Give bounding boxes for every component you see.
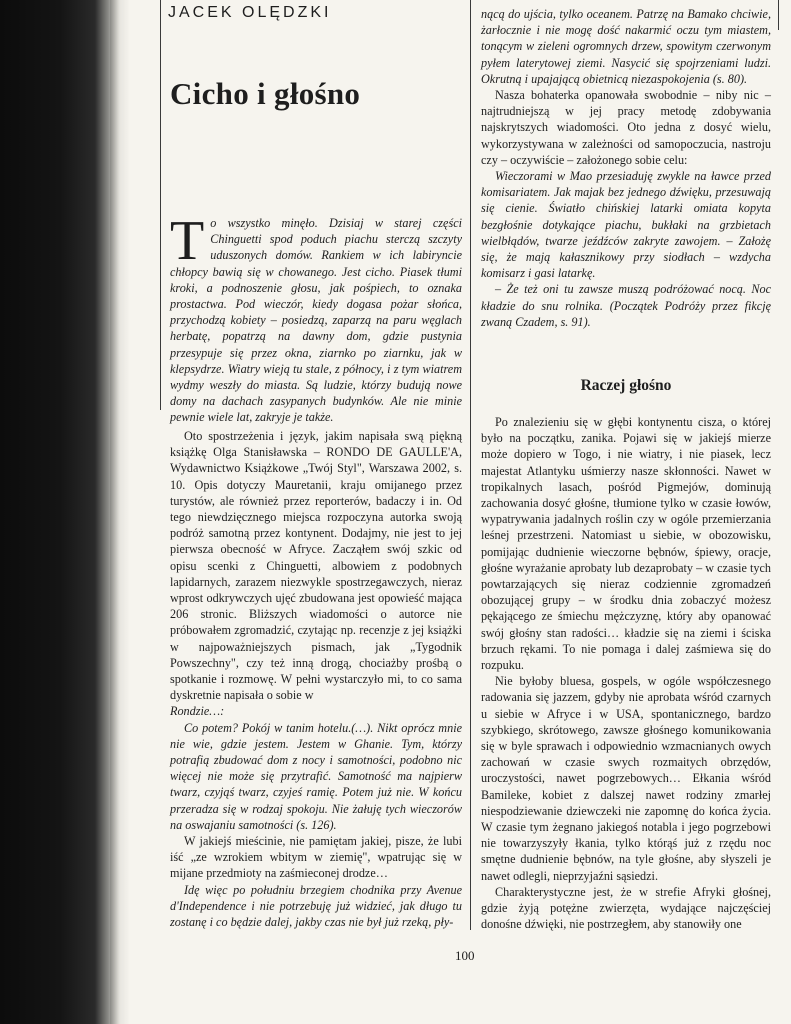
- paragraph: Po znalezieniu się w głębi kontynentu cisza, o której było na początku, zanika. Pojawi się w jakiejś mierze może dopiero w Togo, i nie wiatry, i nie piasek, lecz majestat Atlantyku uśmierzy nasze skłonności. Nawet w tropikalnych lasach, pośród Pigmejów, dominują zachowania dosyć głośne, tłumione tylko w czasie łowów, wypatrywania jadalnych roślin czy w ogóle przemierzania leśnej przestrzeni. Natomiast u siebie, w obozowisku, pomijając dudnienie wieczorne bębnów, śpiewy, oracje, głośne wyrażanie aprobaty lub dezaprobaty – w czasie tych powtarzających się nieraz codziennie zgromadzeń obozującej grupy – w środku dnia zobaczyć możesz pękającego ze śmiechu mężczyznę, który aby opanować swój głośny stan radości… kładzie się na ziemi i ściska brzuch rękami. To nie pomaga i dalej zaśmiewa się do rozpuku.: [481, 415, 771, 673]
- paragraph: Oto spostrzeżenia i język, jakim napisała swą piękną książkę Olga Stanisławska – RONDO DE GAULLE'A, Wydawnictwo Książkowe „Twój Styl", Warszawa 2002, s. 10. Opis dotyczy Mauretanii, kraju omijanego przez turystów, ale również przez reporterów, badaczy i in. Od tego niewdzięcznego miejsca rozpoczyna autorka swoją podróż samotną przez kontynent. Dodajmy, nie jest to jej pierwsza obecność w Afryce. Zacząłem swój szkic od opisu scenki z Chinguetti, albowiem z podobnych lapidarnych, zarazem niezwykle spostrzegawczych, nieraz wprost odkrywczych ujęć zbudowana jest opowieść mająca 206 stronic. Bliższych wiadomości o autorce nie próbowałem zgromadzić, czytając np. recenzje z jej książki w najpoważniejszych pismach, jak „Tygodnik Powszechny", czy też inną drogą, chociażby prośbą o spotkanie i rozmowę. W pełni wystarczyło mi, to co sama dyskretnie napisała o sobie w: [170, 429, 462, 703]
- left-column-rule: [160, 0, 161, 410]
- paragraph: Nie byłoby bluesa, gospels, w ogóle współczesnego radowania się jazzem, gdyby nie aprobata wśród czarnych u siebie w Afryce i w USA, spontanicznego, bardzo szybkiego, skrótowego, zawsze głośnego komunikowania się w byle sprawach i odpowiednio wzmacnianych owych zachowań w czasie swych rozmaitych obrzędów, uroczystości, nawet pogrzebowych… Ełkania wśród Bamileke, kobiet z dalszej nawet rodziny zmarłej niespodziewanie dziewczeki nie zapomnę do końca życia. W czasie tym żegnano jakiegoś notabla i jego pogrzebowi nie towarzyszyły łkania, tylko którąś już z rzędu noc smętne dudnienie bębnów, na tyle głośne, aby słyszeli je nawet odlegli, nieprzyjaźni sąsiedzi.: [481, 674, 771, 883]
- intro-text: o wszystko minęło. Dzisiaj w starej części Chinguetti spod poduch piachu sterczą szczyty uduszonych domów. Rankiem w ich labiryncie chłopcy bawią się w chowanego. Jest cicho. Piasek tłumi kroki, a podnoszenie głosu, jak pośpiech, to oznaka prostactwa. Pod wieczór, kiedy dogasa pożar słońca, przychodzą kobiety – posiedzą, zaparzą na paru węglach herbatę, popatrzą na dawny dom, gdzie pustynia przesypuje się przez okna, ziarnko po ziarnku, jak w klepsydrze. Wiatry wieją tu stale, z północy, i z tym wiatrem wydmy weszły do miasta. Są ludzie, którzy budują nowe domy na dachach zasypanych budynków. Ale nie minie pewnie wiele lat, zakryje je także.: [170, 216, 462, 425]
- quote-paragraph: – Że też oni tu zawsze muszą podróżować nocą. Noc kładzie do snu rolnika. (Początek Podróży przez fikcję zwaną Czadem, s. 91).: [481, 282, 771, 329]
- author-name: JACEK OLĘDZKI: [168, 4, 332, 21]
- paragraph: Nasza bohaterka opanowała swobodnie – niby nic – najtrudniejszą w jej pracy metodę zdobywania najskrytszych wiadomości. Oto jedna z dosyć wielu, wykorzystywana w zależności od samopoczucia, nastroju czy – oczywiście – założonego sobie celu:: [481, 88, 771, 167]
- page-gutter-shadow: [110, 0, 130, 1024]
- drop-cap: T: [170, 210, 205, 272]
- right-margin-rule: [778, 0, 779, 30]
- right-column-bottom: [481, 414, 771, 933]
- scan-dark-edge: [0, 0, 120, 1024]
- paragraph: W jakiejś mieścinie, nie pamiętam jakiej, pisze, że lubi iść „ze wzrokiem wbitym w ziemię", wpatrując się w mijane przedmioty na zaśmieconej drodze…: [170, 834, 462, 881]
- page-number: 100: [455, 948, 475, 963]
- paragraph: Charakterystyczne jest, że w strefie Afryki głośnej, gdzie żyją potężne zwierzęta, wydające najczęściej donośne dźwięki, nie postrzegłem, aby stanowiły one: [481, 884, 771, 932]
- section-heading: Raczej głośno: [580, 377, 672, 394]
- quote-paragraph: Co potem? Pokój w tanim hotelu.(…). Nikt oprócz mnie nie wie, gdzie jestem. Jestem w Ghanie. Tym, którzy potrafią zbudować dom z nocy i samotności, podobno nic więcej nie może się przytrafić. Samotność ma najpierw twarz, czyjąś twarz, czyjeś ramię. Potem już nie. W końcu przeradza się w rodzaj spokoju. Nie żałuję tych wieczorów na oswajaniu samotności (s. 126).: [170, 720, 462, 832]
- quote-paragraph: nącą do ujścia, tylko oceanem. Patrzę na Bamako chciwie, żarłocznie i nie mogę dość nakarmić oczu tym miastem, tonącym w zieleni ogromnych drzew, spowitym czerwonym pyłem laterytowej ziemi. Nasycić się spojrzeniami ludzi. Okrutną i upajającą obietnicą niezaspokojenia (s. 80).: [481, 7, 771, 86]
- intro-paragraph: [170, 210, 462, 426]
- article-title: Cicho i głośno: [170, 76, 361, 111]
- paragraph-italic: Rondzie…:: [170, 704, 225, 719]
- right-column-top: [481, 6, 771, 330]
- column-divider-rule: [470, 0, 471, 930]
- left-column-body: [170, 428, 462, 930]
- quote-paragraph: Wieczorami w Mao przesiaduję zwykle na ławce przed komisariatem. Jak majak bez jednego dźwięku, przesuwają się cienie. Światło chińskiej latarki omiata kopyta bezgłośnie dotykające piachu, bukłaki na grzbietach wielbłądów, twarze jeźdźców zakryte zawojem. – Założę się, że mają kałasznikowy przy siodłach – wzdycha komisarz i gasi latarkę.: [481, 169, 771, 281]
- quote-paragraph: Idę więc po południu brzegiem chodnika przy Avenue d'Independence i nie potrzebuję już widzieć, jak długo tu zostanę i co będzie dalej, jakby czas nie był już rzeką, pły-: [170, 882, 462, 930]
